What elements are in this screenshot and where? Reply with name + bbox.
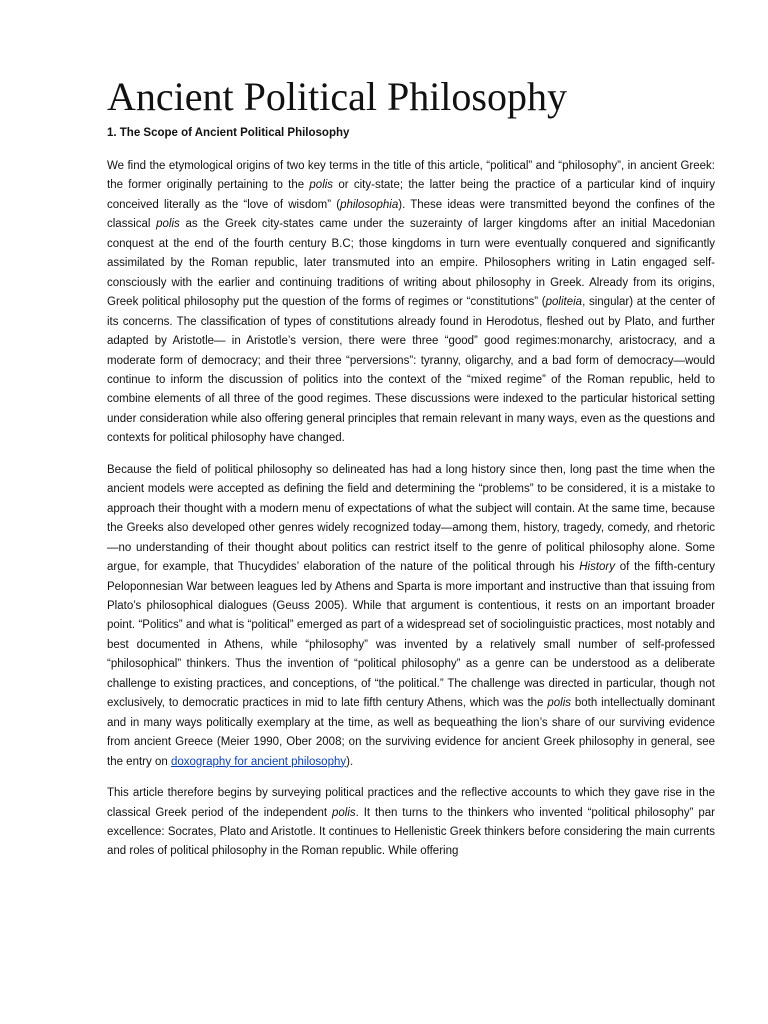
italic-term: philosophia [340,198,399,211]
text-run: We find the etymological origins of two key terms in the title of this article, “political” and “philosophy”, in ancient Greek: the former originally pertaining to the [107,160,715,192]
text-run: This article therefore begins by surveying political practices and the reflective accounts to which they gave rise in the classical Greek period of the independent [107,787,715,819]
paragraph-2 [107,461,715,772]
text-run: of the fifth-century Peloponnesian War between leagues led by Athens and Sparta is more important and instructive than that issuing from Plato’s philosophical dialogues (Geuss 2005). While that argument is contentious, it rests on an important broader point. “Politics” and what is “political” emerged as part of a widespread set of sociolinguistic practices, most notably and best documented in Athens, while “philosophy” was invented by a relatively small number of self-professed “philosophical” thinkers. Thus the invention of “political philosophy” as a genre can be understood as a deliberate challenge to existing practices, and conceptions, of “the political.” The challenge was directed in particular, though not exclusively, to democratic practices in mid to late fifth century Athens, which was the [107,561,715,710]
doxography-link[interactable]: doxography for ancient philosophy [170,755,347,768]
section-heading: 1. The Scope of Ancient Political Philosophy [107,127,350,139]
article-body [107,157,715,874]
text-run: , singular) at the center of its concerns. The classification of types of constitutions already found in Herodotus, fleshed out by Plato, and further adapted by Aristotle— in Aristotle’s version, there were three “good” good regimes:monarchy, aristocracy, and a moderate form of democracy; and their three “perversions”: tyranny, oligarchy, and a bad form of democracy—would continue to inform the discussion of politics into the context of the “mixed regime” of the Roman republic, held to combine elements of all three of the good regimes. These discussions were indexed to the particular historical setting under consideration while also offering general principles that remain relevant in many ways, even as the questions and contexts for political philosophy have changed. [107,296,715,445]
italic-term: polis [547,697,571,710]
text-run: ). [346,755,354,768]
text-run: ). These ideas were transmitted beyond the confines of the classical [107,198,715,231]
paragraph-3 [107,784,715,862]
paragraph-1 [107,157,715,449]
text-run: as the Greek city-states came under the suzerainty of larger kingdoms after an initial Macedonian conquest at the end of the fourth century B.C; those kingdoms in turn were eventually conquered and significantly assimilated by the Roman republic, later transmuted into an empire. Philosophers writing in Latin engaged self-consciously with the earlier and continuing traditions of writing about philosophy in Greek. Already from its origins, Greek political philosophy put the question of the forms of regimes or “constitutions” ( [107,218,715,309]
text-run: or city-state; the latter being the practice of a particular kind of inquiry conceived literally as the “love of wisdom” ( [107,179,715,211]
page-title: Ancient Political Philosophy [107,74,567,119]
italic-term: History [579,561,615,574]
italic-term: polis [156,218,180,231]
italic-term: polis [331,806,356,819]
text-run: . It then turns to the thinkers who invented “political philosophy” par excellence: Socrates, Plato and Aristotle. It continues to Hellenistic Greek thinkers before considering the main currents and roles of political philosophy in the Roman republic. While offering [107,806,715,858]
italic-term: politeia [545,296,583,309]
text-run: both intellectually dominant and in many ways politically exemplary at the time, as well as bequeathing the lion’s share of our surviving evidence from ancient Greece (Meier 1990, Ober 2008; on the surviving evidence for ancient Greek philosophy in general, see the entry on [107,697,716,768]
italic-term: polis [309,179,334,192]
text-run: Because the field of political philosophy so delineated has had a long history since then, long past the time when the ancient models were accepted as defining the field and determining the “problems” to be considered, it is a mistake to approach their thought with a modern menu of expectations of what the subject will contain. At the same time, because the Greeks also developed other genres widely recognized today—among them, history, tragedy, comedy, and rhetoric—no understanding of their thought about politics can restrict itself to the genre of political philosophy alone. Some argue, for example, that Thucydides’ elaboration of the nature of the political through his [107,463,715,574]
